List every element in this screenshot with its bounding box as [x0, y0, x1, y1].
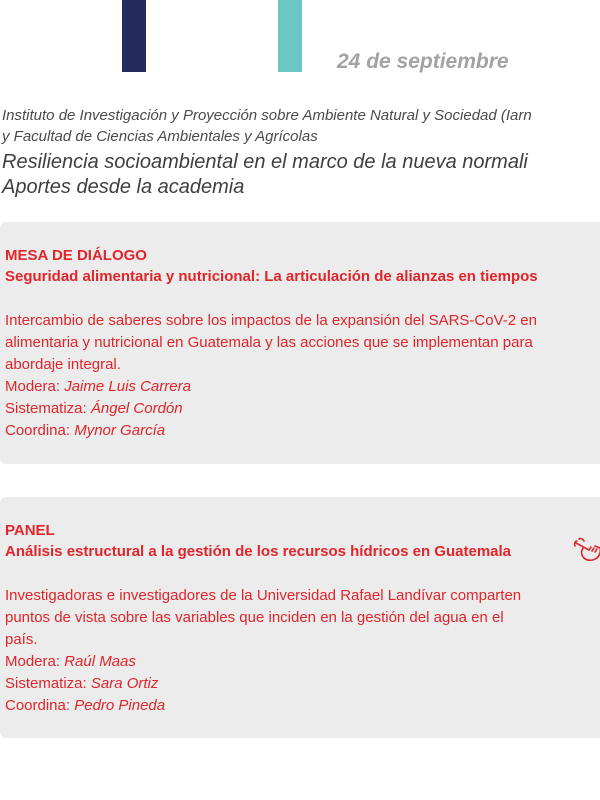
moderator-label: Modera:: [5, 378, 61, 395]
organizer-institute: [2, 105, 600, 147]
institute-line-1: Instituto de Investigación y Proyección sobre Ambiente Natural y Sociedad (Iarn: [2, 107, 532, 124]
session-description: [5, 310, 600, 376]
session-kind: PANEL: [5, 522, 55, 539]
moderator-row: [5, 651, 600, 673]
systematizer-label: Sistematiza:: [5, 675, 87, 692]
session-card-panel: [0, 497, 600, 738]
coordinator-name: Pedro Pineda: [74, 697, 166, 714]
coordinator-label: Coordina:: [5, 697, 71, 714]
event-title-line-1: Resiliencia socioambiental en el marco de la nueva normali: [2, 151, 528, 173]
session-title-link[interactable]: Análisis estructural a la gestión de los recursos hídricos en Guatemala: [5, 543, 512, 560]
session-title-link[interactable]: Seguridad alimentaria y nutricional: La articulación de alianzas en tiempos: [5, 268, 538, 285]
event-title: [2, 150, 528, 200]
moderator-name: Jaime Luis Carrera: [64, 378, 191, 395]
session-card-mesa-de-dialogo: [0, 222, 600, 464]
navy-decorative-bar: [122, 0, 146, 72]
coordinator-row: [5, 420, 600, 442]
coordinator-row: [5, 695, 600, 717]
moderator-name: Raúl Maas: [64, 653, 136, 670]
description-line: país.: [5, 631, 38, 648]
coordinator-name: Mynor García: [74, 422, 166, 439]
moderator-row: [5, 376, 600, 398]
coordinator-label: Coordina:: [5, 422, 71, 439]
pointing-hand-icon[interactable]: [573, 537, 600, 563]
teal-decorative-bar: [278, 0, 302, 72]
systematizer-row: [5, 673, 600, 695]
event-date: 24 de septiembre: [337, 50, 509, 73]
description-line: abordaje integral.: [5, 356, 121, 373]
moderator-label: Modera:: [5, 653, 61, 670]
description-line: alimentaria y nutricional en Guatemala y las acciones que se implementan para: [5, 334, 533, 351]
systematizer-name: Sara Ortiz: [90, 675, 159, 692]
systematizer-label: Sistematiza:: [5, 400, 87, 417]
session-kind: MESA DE DIÁLOGO: [5, 247, 147, 264]
institute-line-2: y Facultad de Ciencias Ambientales y Agrícolas: [2, 128, 318, 145]
event-title-line-2: Aportes desde la academia: [2, 176, 245, 198]
session-description: [5, 585, 600, 651]
description-line: puntos de vista sobre las variables que inciden en la gestión del agua en el: [5, 609, 504, 626]
systematizer-name: Ángel Cordón: [90, 400, 183, 417]
systematizer-row: [5, 398, 600, 420]
description-line: Investigadoras e investigadores de la Universidad Rafael Landívar comparten: [5, 587, 522, 604]
description-line: Intercambio de saberes sobre los impactos de la expansión del SARS-CoV-2 en: [5, 312, 537, 329]
